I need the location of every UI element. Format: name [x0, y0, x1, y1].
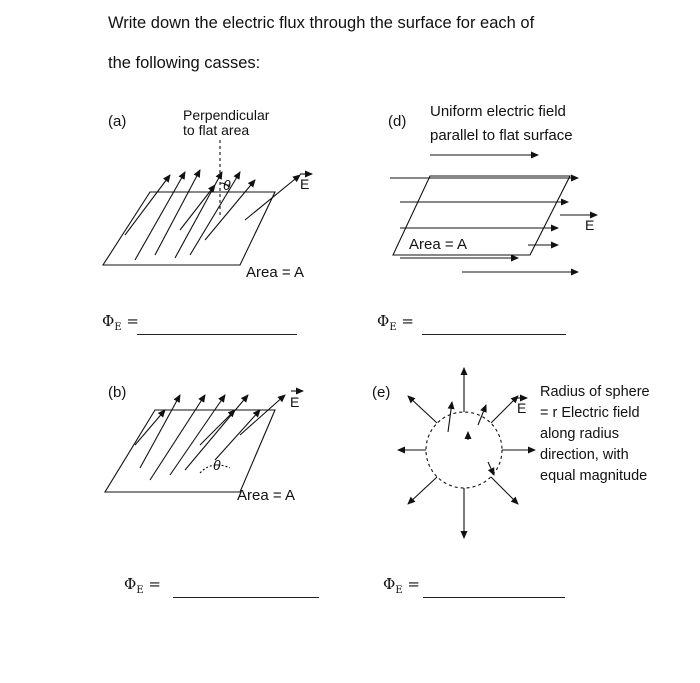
case-d-area-label: Area = A — [409, 236, 467, 253]
case-a-flux-label: $\Phi_E$ = — [102, 312, 139, 333]
case-e-flux-label: $\Phi_E$ = — [383, 575, 420, 596]
case-e-field-label: E — [517, 400, 527, 416]
diagram-a — [103, 140, 312, 265]
case-a-area-label: Area = A — [246, 264, 304, 281]
case-b-field-label: E — [290, 394, 300, 410]
case-e-description: Radius of sphere = r Electric field along radius direction, with equal magnitude — [540, 384, 650, 484]
case-e-answer-blank[interactable] — [423, 597, 565, 598]
sphere-e — [426, 412, 502, 488]
field-lines-b — [135, 395, 285, 480]
case-a-note-line1: Perpendicular — [183, 107, 270, 123]
surface-a — [103, 192, 275, 265]
diagram-b — [105, 391, 303, 492]
question-heading-line2: the following casses: — [108, 54, 261, 72]
case-b-answer-blank[interactable] — [173, 597, 319, 598]
case-b-area-label: Area = A — [237, 487, 295, 504]
diagram-d — [390, 155, 597, 272]
case-d-note-line2: parallel to flat surface — [430, 127, 573, 144]
case-d-label: (d) — [388, 113, 407, 130]
case-d-field-label: E — [585, 217, 595, 233]
case-a-angle-label: θ — [223, 177, 231, 193]
case-b-angle-label: θ — [213, 457, 221, 473]
case-d-flux-label: $\Phi_E$ = — [377, 312, 414, 333]
case-d-answer-blank[interactable] — [422, 334, 566, 335]
case-e-label: (e) — [372, 384, 391, 401]
case-a-field-label: E — [300, 176, 310, 192]
field-lines-e — [398, 368, 535, 538]
case-b-label: (b) — [108, 384, 127, 401]
case-a-note-line2: to flat area — [183, 122, 250, 138]
case-d-note-line1: Uniform electric field — [430, 103, 566, 120]
case-a-label: (a) — [108, 113, 127, 130]
case-a-answer-blank[interactable] — [137, 334, 297, 335]
field-lines-a — [125, 170, 300, 260]
case-b-flux-label: $\Phi_E$ = — [124, 575, 161, 596]
question-heading-line1: Write down the electric flux through the surface for each of — [108, 14, 535, 32]
diagram-e — [398, 368, 535, 538]
